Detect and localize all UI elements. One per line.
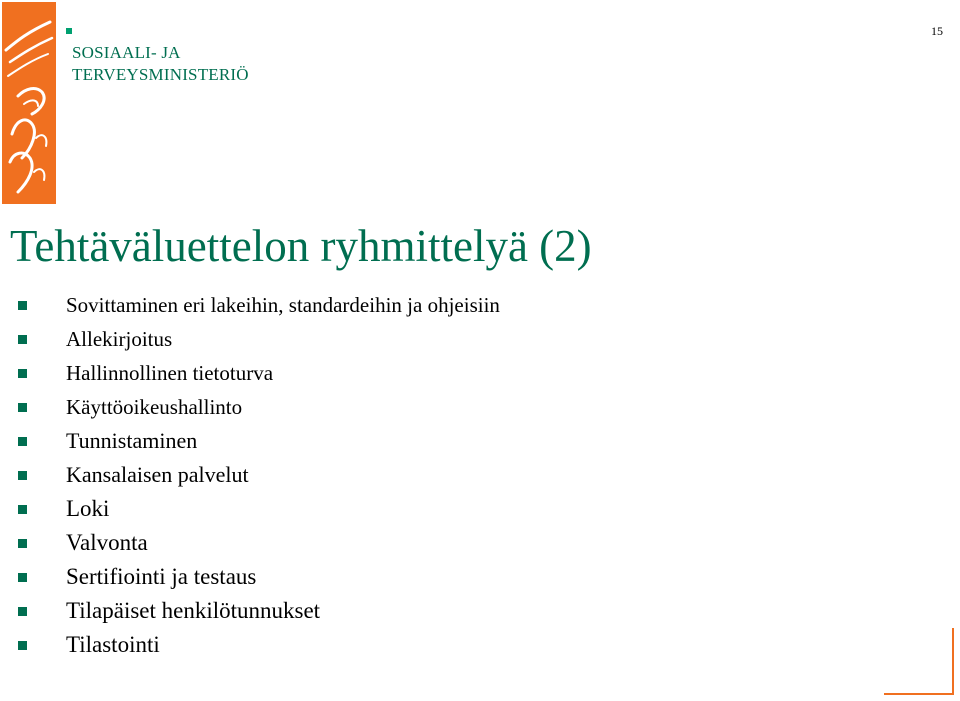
square-bullet-icon [18,369,27,378]
page-number: 15 [931,24,943,38]
square-bullet-icon [18,539,27,548]
organization-name [72,42,249,86]
slide-title: Tehtäväluettelon ryhmittelyä (2) [10,221,592,271]
square-bullet-icon [18,607,27,616]
list-item-text: Kansalaisen palvelut [66,462,249,487]
square-bullet-icon [18,403,27,412]
list-item-text: Allekirjoitus [66,327,173,351]
square-bullet-icon [18,573,27,582]
organization-name-line2: TERVEYSMINISTERIÖ [72,65,249,84]
square-bullet-icon [18,437,27,446]
list-item-text: Sovittaminen eri lakeihin, standardeihin ja ohjeisiin [66,293,500,317]
list-item-text: Tilapäiset henkilötunnukset [66,598,321,623]
square-bullet-icon [18,335,27,344]
square-bullet-icon [18,641,27,650]
square-bullet-icon [18,301,27,310]
list-item-text: Sertifiointi ja testaus [66,564,257,589]
square-bullet-icon [18,505,27,514]
organization-name-line1: SOSIAALI- JA [72,43,181,62]
header-bullet-icon [66,28,72,34]
list-item-text: Valvonta [66,530,148,555]
ministry-logo [2,2,56,204]
list-item-text: Loki [66,496,110,521]
list-item-text: Tunnistaminen [66,428,198,453]
list-item-text: Käyttöoikeushallinto [66,395,243,419]
corner-decoration [884,628,954,695]
list-item-text: Hallinnollinen tietoturva [66,361,274,385]
list-item-text: Tilastointi [66,632,160,657]
square-bullet-icon [18,471,27,480]
